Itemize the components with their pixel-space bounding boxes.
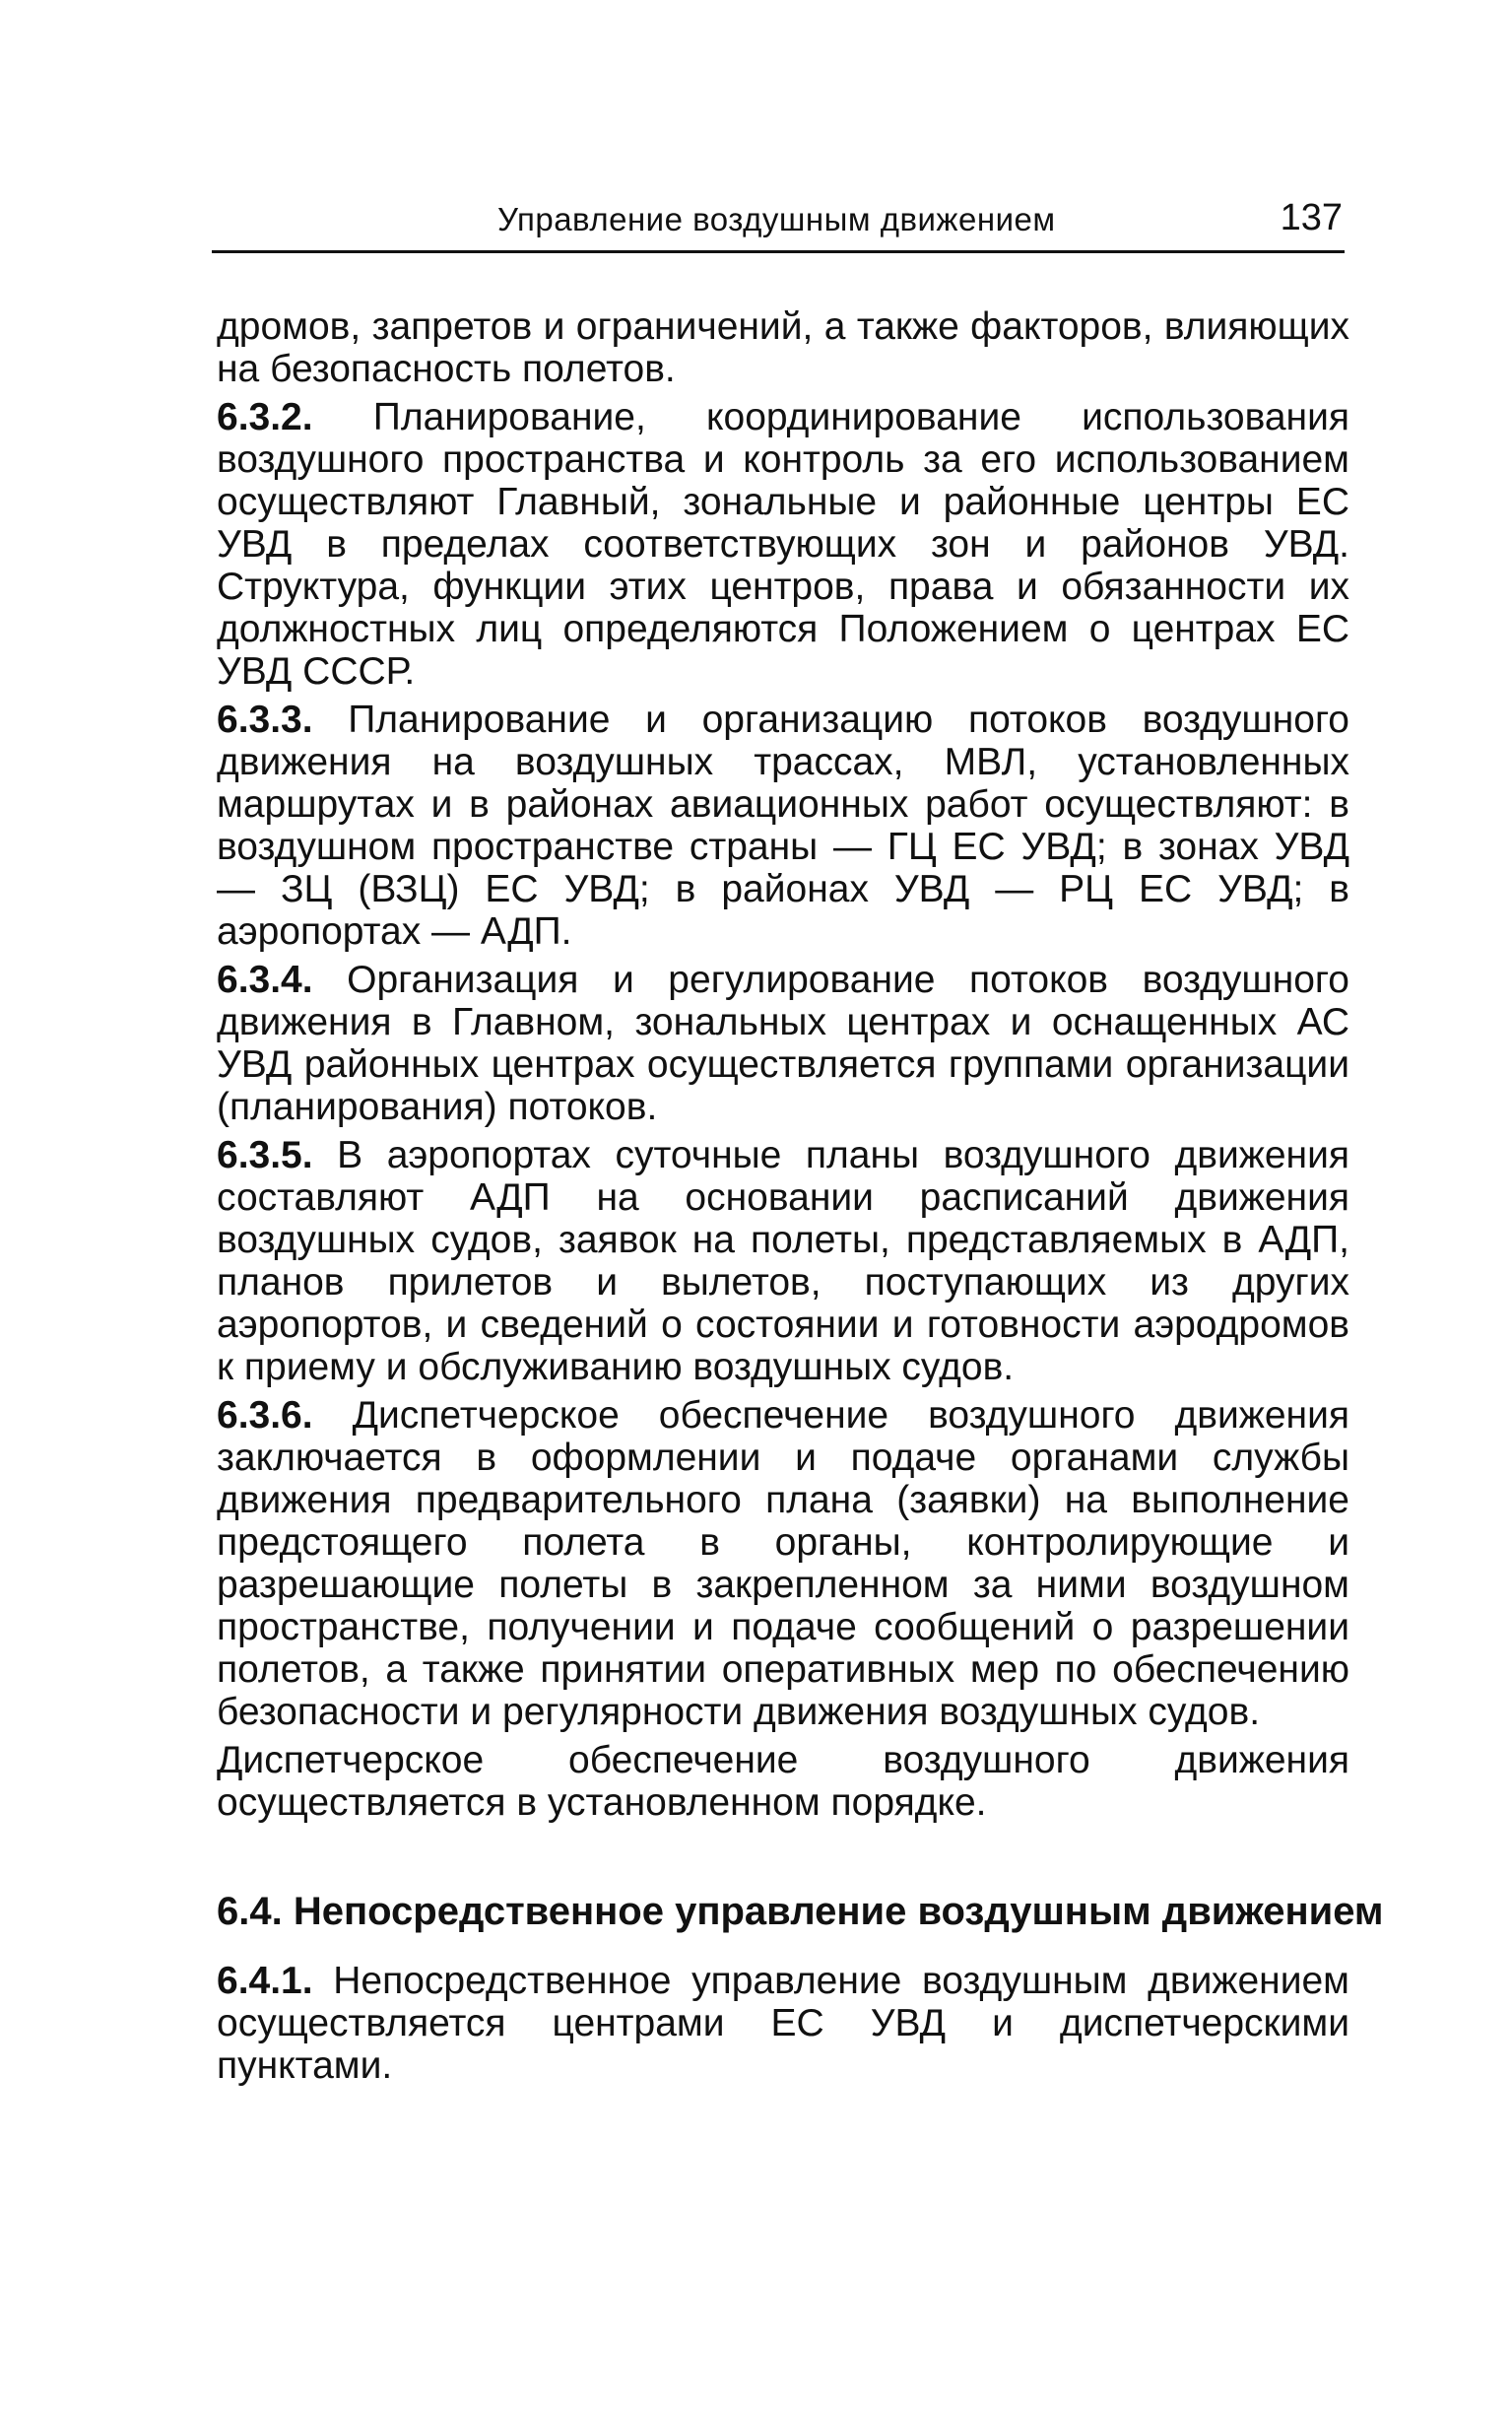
paragraph-number: 6.3.6. bbox=[217, 1394, 313, 1437]
paragraph-6-4-1 bbox=[217, 1960, 1349, 2087]
paragraph-6-3-4 bbox=[217, 959, 1349, 1128]
paragraph-number: 6.3.2. bbox=[217, 396, 313, 438]
paragraph-6-3-3 bbox=[217, 699, 1349, 953]
paragraph-text: Планирование, координирование использования воздушного пространства и контроль за его использованием осуществляют Главный, зональные и районные центры ЕС УВД в пределах соответствующих зон и районов УВД. Структура, функции этих центров, права и обязанности их должностных лиц определяются Положением о центрах ЕС УВД СССР. bbox=[217, 396, 1349, 693]
paragraph-continuation bbox=[217, 305, 1349, 390]
page-body bbox=[217, 305, 1384, 2093]
paragraph-text: Организация и регулирование потоков воздушного движения в Главном, зональных центрах и оснащенных АС УВД районных центрах осуществляется группами организации (планирования) потоков. bbox=[217, 959, 1349, 1128]
paragraph-number: 6.3.3. bbox=[217, 699, 313, 741]
paragraph-6-3-2 bbox=[217, 396, 1349, 693]
paragraph-text: Диспетчерское обеспечение воздушного движения заключается в оформлении и подаче органами службы движения предварительного плана (заявки) на выполнение предстоящего полета в органы, контролирующие и разрешающие полеты в закрепленном за ними воздушном пространстве, получении и подаче сообщений о разрешении полетов, а также принятии оперативных мер по обеспечению безопасности и регулярности движения воздушных судов. bbox=[217, 1394, 1350, 1733]
paragraph-text: дромов, запретов и ограничений, а также факторов, влияющих на безопасность полетов. bbox=[217, 305, 1349, 390]
header-rule bbox=[212, 250, 1345, 253]
paragraph-number: 6.3.5. bbox=[217, 1134, 313, 1176]
running-title: Управление воздушным движением bbox=[497, 201, 1056, 237]
running-header bbox=[212, 193, 1345, 254]
paragraph-unnumbered bbox=[217, 1739, 1349, 1824]
page-number: 137 bbox=[1280, 197, 1343, 238]
paragraph-text: В аэропортах суточные планы воздушного движения составляют АДП на основании расписаний движения воздушных судов, заявок на полеты, представляемых в АДП, планов прилетов и вылетов, поступающих из других аэропортов, и сведений о состоянии и готовности аэродромов к приему и обслуживанию воздушных судов. bbox=[217, 1134, 1349, 1388]
paragraph-text: Планирование и организацию потоков воздушного движения на воздушных трассах, МВЛ, установленных маршрутах и в районах авиационных работ осуществляют: в воздушном пространстве страны — ГЦ ЕС УВД; в зонах УВД — ЗЦ (ВЗЦ) ЕС УВД; в районах УВД — РЦ ЕС УВД; в аэропортах — АДП. bbox=[217, 699, 1349, 953]
paragraph-text: Диспетчерское обеспечение воздушного движения осуществляется в установленном порядке. bbox=[217, 1739, 1349, 1824]
paragraph-6-3-5 bbox=[217, 1134, 1349, 1388]
section-heading: 6.4. Непосредственное управление воздушным движением bbox=[217, 1890, 1384, 1933]
paragraph-text: Непосредственное управление воздушным движением осуществляется центрами ЕС УВД и диспетчерскими пунктами. bbox=[217, 1960, 1349, 2087]
paragraph-number: 6.3.4. bbox=[217, 959, 313, 1001]
paragraph-number: 6.4.1. bbox=[217, 1960, 313, 2002]
paragraph-6-3-6 bbox=[217, 1394, 1349, 1733]
